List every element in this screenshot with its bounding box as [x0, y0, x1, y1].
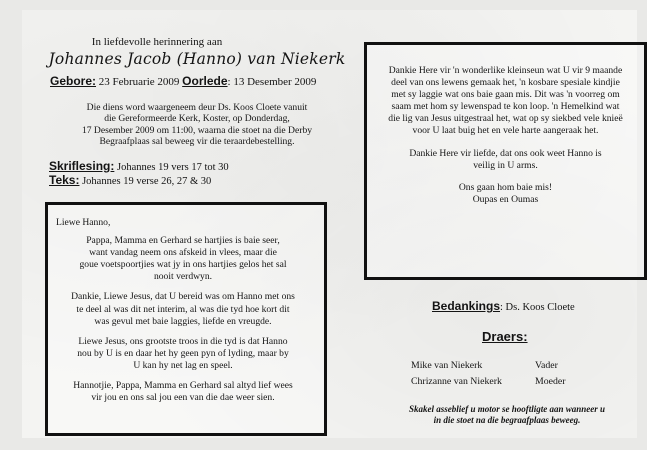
reading-value: Johannes 19 vers 17 tot 30	[116, 162, 229, 173]
thanks-label: Bedankings	[432, 299, 501, 313]
bearer-name: Chrizanne van Niekerk	[411, 376, 502, 387]
letter-paragraph	[56, 336, 310, 372]
letter-line: Hannotjie, Pappa, Mamma en Gerhard sal altyd lief wees	[73, 380, 293, 392]
thanks-line	[432, 299, 575, 313]
prayer-line: die lig van Jesus uitgestraal het, wat op sy siekbed vele knieë	[388, 113, 623, 125]
note-line: in die stoet na die begraafplaas beweeg.	[433, 415, 581, 425]
headlights-note	[387, 404, 627, 426]
letter-box	[45, 202, 327, 436]
prayer-paragraph	[375, 148, 636, 172]
letter-paragraph	[56, 380, 310, 404]
text-value: Johannes 19 verse 26, 27 & 30	[82, 176, 212, 187]
in-memory-heading: In liefdevolle herinnering aan	[91, 36, 223, 48]
letter-line: Liewe Jesus, ons grootste troos in die tyd is dat Hanno	[78, 335, 288, 347]
deceased-name: Johannes Jacob (Hanno) van Niekerk	[48, 50, 346, 68]
letter-line: U kan hy net lag en speel.	[133, 359, 233, 371]
service-line: 17 Desember 2009 om 11:00, waarna die stoet na die Derby	[81, 124, 313, 136]
letter-line: goue voetspoortjies wat jy in ons hartjies gelos het sal	[79, 259, 287, 271]
born-label: Gebore:	[50, 74, 97, 88]
letter-line: nou by U is en daar het hy geen pyn of lyding, maar by	[77, 347, 289, 359]
died-label: Oorlede	[182, 74, 228, 88]
letter-line: was gevul met baie laggies, liefde en vreugde.	[94, 315, 272, 327]
thanks-value: : Ds. Koos Cloete	[500, 302, 575, 313]
letter-line: Dankie, Liewe Jesus, dat U bereid was om Hanno met ons	[71, 291, 295, 303]
note-line: Skakel asseblief u motor se hooftligte aan wanneer u	[408, 404, 605, 414]
prayer-box	[364, 42, 647, 280]
service-line: die Gereformeerde Kerk, Koster, op Donderdag,	[104, 113, 290, 125]
text-label: Teks:	[49, 173, 80, 187]
letter-line: te deel al was dit net interim, al was die tyd hoe kort dit	[76, 303, 290, 315]
prayer-line: voor U laat buig het en vele harte aangeraak het.	[412, 125, 599, 137]
reading-label: Skriflesing:	[49, 159, 115, 173]
letter-paragraph	[56, 235, 310, 283]
bearer-role: Moeder	[535, 376, 566, 387]
letter-paragraph	[56, 291, 310, 327]
service-line: Die diens word waargeneem deur Ds. Koos Cloete vanuit	[86, 102, 308, 113]
letter-line: Pappa, Mamma en Gerhard se hartjies is baie seer,	[86, 235, 280, 247]
letter-salutation: Liewe Hanno,	[56, 217, 111, 228]
scripture-readings	[49, 160, 229, 188]
service-line: Begraafplaas sal beweeg vir die teraardebestelling.	[99, 135, 295, 147]
prayer-line: saam met hom sy lewenspad te kon loop. 'n Hemelkind wat	[391, 101, 620, 113]
prayer-closing: Ons gaan hom baie mis!	[458, 181, 553, 193]
prayer-line: met sy laggie wat ons baie gaan mis. Dit was 'n voorreg om	[391, 89, 620, 101]
prayer-signature: Oupas en Oumas	[472, 193, 539, 205]
service-details	[52, 102, 342, 147]
dates-line	[50, 74, 330, 88]
memorial-card	[22, 10, 637, 438]
prayer-line: veilig in U arms.	[473, 159, 538, 171]
prayer-line: Dankie Here vir 'n wonderlike kleinseun wat U vir 9 maande	[388, 65, 623, 76]
died-date: : 13 Desember 2009	[227, 76, 317, 88]
prayer-line: Dankie Here vir liefde, dat ons ook weet Hanno is	[409, 147, 602, 159]
letter-line: nooit verdwyn.	[153, 271, 213, 283]
prayer-line: deel van ons lewens gemaak het, 'n kosbare spesiale kindjie	[391, 77, 620, 89]
bearer-name: Mike van Niekerk	[411, 360, 483, 371]
born-date: 23 Februarie 2009	[98, 76, 180, 88]
bearers-title: Draers:	[482, 329, 528, 344]
letter-line: want vandag neem ons afskeid in vlees, maar die	[89, 247, 277, 259]
prayer-paragraph	[375, 65, 636, 138]
letter-line: vir jou en ons sal jou een van die dae weer sien.	[91, 392, 275, 404]
bearer-role: Vader	[535, 360, 558, 371]
